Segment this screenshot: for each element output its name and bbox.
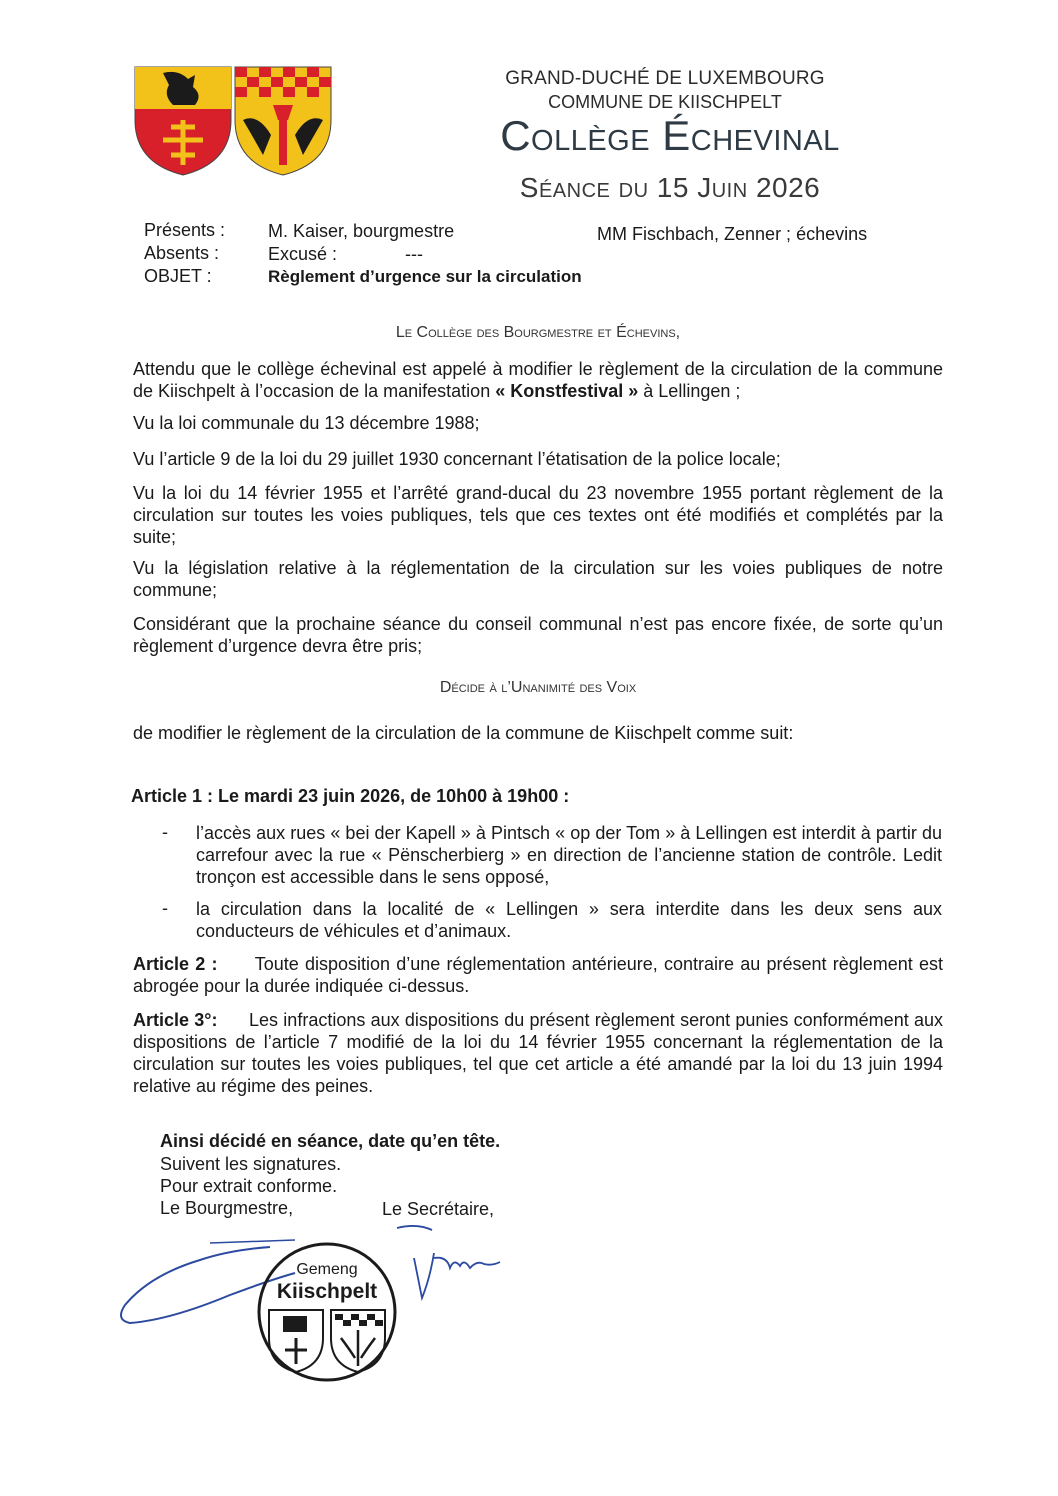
article-1-bullet-1: l’accès aux rues « bei der Kapell » à Pintsch « op der Tom » à Lellingen est interdit à partir du carrefour avec la rue « Pënscherbierg » en direction de l’ancienne station de contrôle. Ledit tronçon est accessible dans le sens opposé, [196,823,942,887]
present-mayor: M. Kaiser, bourgmestre [268,221,455,241]
article-3 [133,1009,943,1097]
commune-stamp [255,1240,400,1385]
country-heading: GRAND-DUCHÉ DE LUXEMBOURG [505,68,825,89]
present-aldermen: MM Fischbach, Zenner ; échevins [597,224,868,244]
stamp-line-1: Gemeng [296,1261,358,1278]
stamp-line-2: Kiischpelt [276,1280,378,1303]
college-heading: Le Collège des Bourgmestre et Échevins, [395,324,681,341]
bullet-dash: - [162,822,168,842]
signatures-line: Suivent les signatures. [160,1154,342,1174]
coat-of-arms-logo [133,65,333,180]
paragraph-attendu: Attendu que le collège échevinal est appelé à modifier le règlement de la circulation de la commune de Kiischpelt à l’occasion de la manifestation « Konstfestival » à Lellingen ; [133,359,943,401]
secretary-label: Le Secrétaire, [382,1199,495,1219]
object-label: OBJET : [144,266,212,286]
article-3-text: Les infractions aux dispositions du présent règlement seront punies conformément aux dispositions de l’article 7 modifié de la loi du 14 février 1955 concernant la réglementation de la circulation sur toutes les voies publiques, tel que cet article a été amandé par la loi du 13 juin 1994 relative au régime des peines. [133,1010,943,1096]
article-2-text: Toute disposition d’une réglementation antérieure, contraire au présent règlement est abrogée pour la durée indiquée ci-dessus. [133,954,943,996]
bullet-dash: - [162,898,168,918]
present-label: Présents : [144,220,226,240]
article-1-bullet-2: la circulation dans la localité de « Lellingen » sera interdite dans les deux sens aux conducteurs de véhicules et d’animaux. [196,899,942,941]
shield-right-icon [235,67,331,175]
article-2-label: Article 2 : [133,954,218,974]
mayor-label: Le Bourgmestre, [160,1198,294,1218]
conforme-line: Pour extrait conforme. [160,1176,338,1196]
article-3-label: Article 3°: [133,1010,218,1030]
paragraph-legislation: Vu la législation relative à la réglementation de la circulation sur les voies publiques de notre commune; [133,558,943,600]
paragraph-loi-1955: Vu la loi du 14 février 1955 et l’arrêté grand-ducal du 23 novembre 1955 portant règlement de la circulation sur toutes les voies publiques, tels que ces textes ont été modifiés et complétés par la suite; [133,483,943,547]
secretary-signature [392,1218,512,1308]
page-title: Collège Échevinal [500,112,840,159]
article-1-title: Article 1 : Le mardi 23 juin 2026, de 10h00 à 19h00 : [131,786,570,806]
excused-label: Excusé : [268,244,338,264]
object-value: Règlement d’urgence sur la circulation [268,267,582,286]
decision-heading: Décide à l’Unanimité des Voix [439,679,637,696]
paragraph-considerant: Considérant que la prochaine séance du conseil communal n’est pas encore fixée, de sorte qu’un règlement d’urgence devra être pris; [133,614,943,656]
decided-line: Ainsi décidé en séance, date qu’en tête. [160,1131,501,1151]
decision-intro: de modifier le règlement de la circulation de la commune de Kiischpelt comme suit: [133,723,794,743]
absent-label: Absents : [144,243,220,263]
shield-left-icon [135,67,231,175]
paragraph-loi-communale: Vu la loi communale du 13 décembre 1988; [133,413,480,433]
excused-value: --- [405,244,423,264]
paragraph-article-9: Vu l’article 9 de la loi du 29 juillet 1930 concernant l’étatisation de la police locale; [133,449,781,469]
session-date: Séance du 15 Juin 2026 [519,172,821,203]
article-2 [133,953,943,997]
commune-heading: COMMUNE DE KIISCHPELT [548,92,782,112]
